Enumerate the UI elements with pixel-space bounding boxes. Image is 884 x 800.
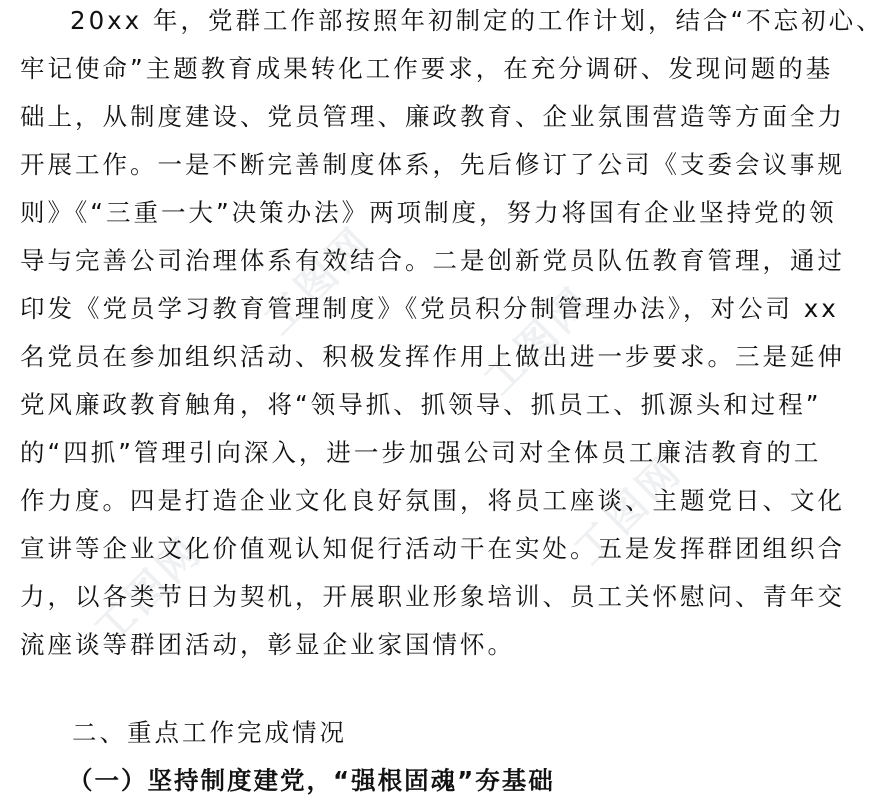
paragraph-line: 的“四抓”管理引向深入，进一步加强公司对全体员工廉洁教育的工 <box>20 438 822 467</box>
paragraph-line: 宣讲等企业文化价值观认知促行活动干在实处。五是发挥群团组织合 <box>20 534 845 563</box>
paragraph-line: 作力度。四是打造企业文化良好氛围，将员工座谈、主题党日、文化 <box>20 486 845 515</box>
paragraph-line: 20xx 年，党群工作部按照年初制定的工作计划，结合“不忘初心、 <box>70 6 884 35</box>
paragraph-line: 则》《“三重一大”决策办法》两项制度，努力将国有企业坚持党的领 <box>20 198 837 227</box>
paragraph-line: 印发《党员学习教育管理制度》《党员积分制管理办法》，对公司 xx <box>20 294 839 323</box>
watermark: 工图网 <box>565 448 692 574</box>
sub-heading: （一）坚持制度建党，“强根固魂”夯基础 <box>68 766 555 795</box>
paragraph-line: 党风廉政教育触角，将“领导抓、抓领导、抓员工、抓源头和过程” <box>20 390 822 419</box>
paragraph-line: 力，以各类节日为契机，开展职业形象培训、员工关怀慰问、青年交 <box>20 582 845 611</box>
paragraph-line: 开展工作。一是不断完善制度体系，先后修订了公司《支委会议事规 <box>20 150 845 179</box>
paragraph-line: 导与完善公司治理体系有效结合。二是创新党员队伍教育管理，通过 <box>20 246 845 275</box>
paragraph-line: 牢记使命”主题教育成果转化工作要求，在充分调研、发现问题的基 <box>20 54 834 83</box>
watermark: 工图网 <box>255 218 382 344</box>
paragraph-line: 础上，从制度建设、党员管理、廉政教育、企业氛围营造等方面全力 <box>20 102 845 131</box>
watermark: 工图网 <box>475 278 602 404</box>
watermark: 工图网 <box>85 528 212 654</box>
section-heading: 二、重点工作完成情况 <box>72 718 347 747</box>
paragraph-line: 流座谈等群团活动，彰显企业家国情怀。 <box>20 630 515 659</box>
paragraph-line: 名党员在参加组织活动、积极发挥作用上做出进一步要求。三是延伸 <box>20 342 845 371</box>
